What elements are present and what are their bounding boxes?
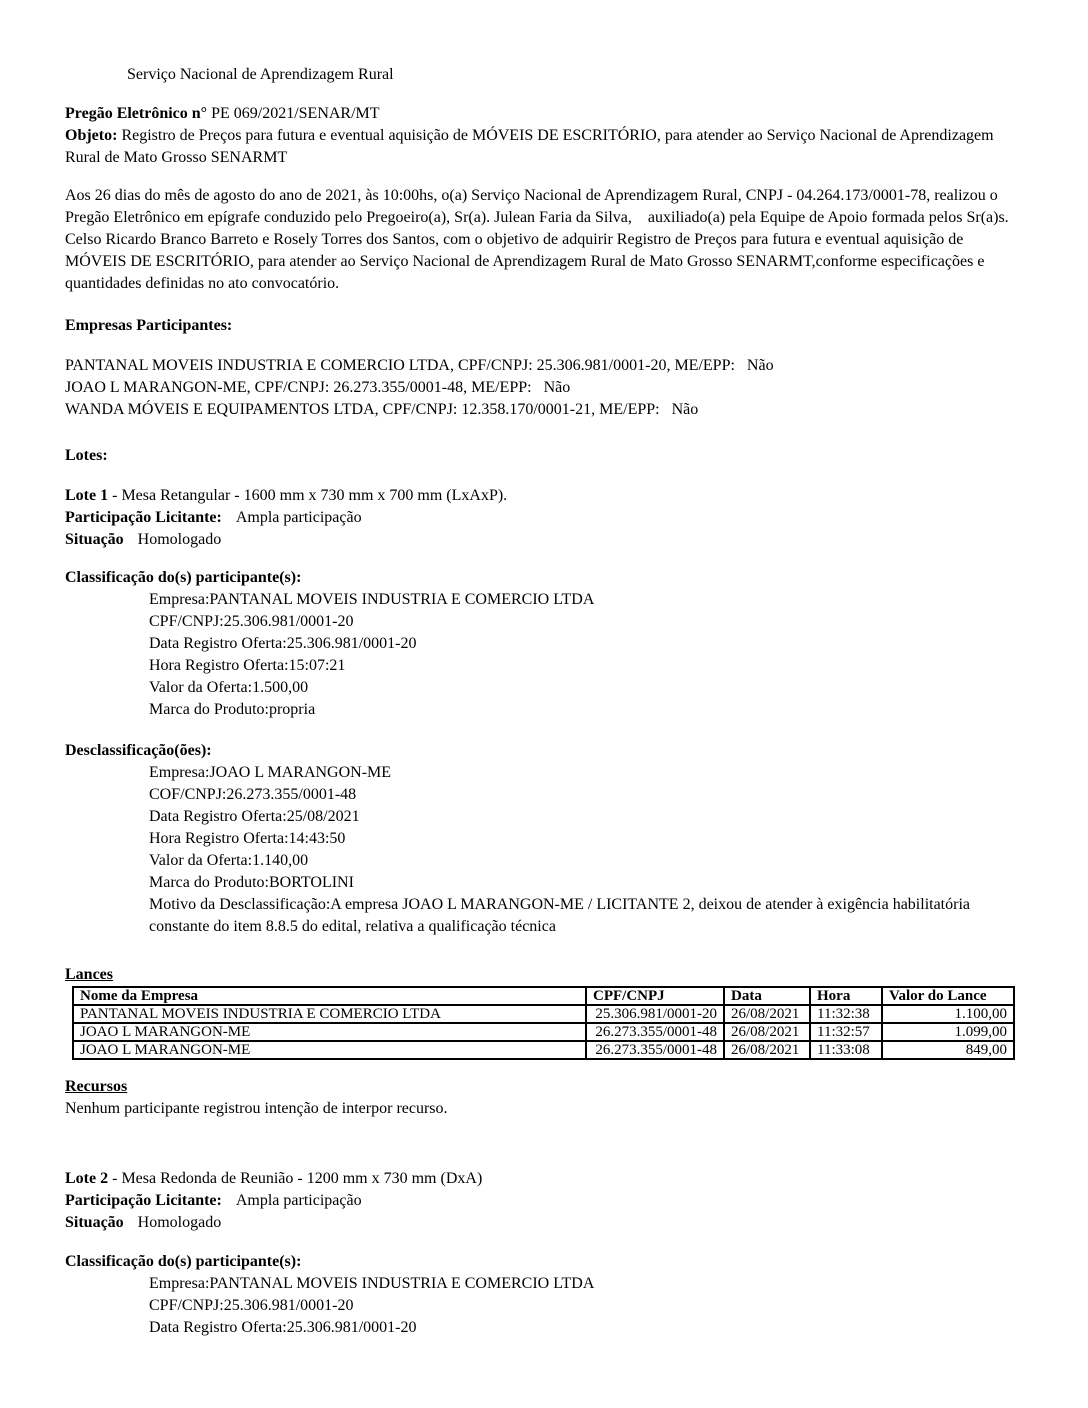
classificacao-line: Valor da Oferta:1.500,00 (149, 679, 309, 696)
desclassificacao-line: Hora Registro Oferta:14:43:50 (149, 830, 346, 847)
table-row (73, 1041, 1014, 1059)
lote2-section (65, 1168, 1025, 1234)
participants-title: Empresas Participantes: (65, 317, 233, 334)
lote1-label: Lote 1 (65, 487, 109, 504)
desclassificacao-line: COF/CNPJ:26.273.355/0001-48 (149, 786, 357, 803)
objeto-label: Objeto: (65, 127, 118, 144)
cell-hora: 11:32:57 (810, 1023, 882, 1041)
situacao-value: Homologado (137, 531, 222, 548)
cell-cnpj: 26.273.355/0001-48 (586, 1023, 724, 1041)
lote2-classificacao-section (65, 1251, 1025, 1339)
lances-table (72, 986, 1015, 1060)
cell-cnpj: 26.273.355/0001-48 (586, 1041, 724, 1059)
classificacao-line: CPF/CNPJ:25.306.981/0001-20 (149, 613, 354, 630)
cell-hora: 11:32:38 (810, 1005, 882, 1023)
desclassificacao-motivo-line: Motivo da Desclassificação:A empresa JOAO L MARANGON-ME / LICITANTE 2, deixou de atender à exigência habilitatória constante do item 8.8.5 do edital, relativa a qualificação técnica (149, 896, 970, 935)
pregao-header (65, 103, 1025, 169)
col-header-cnpj: CPF/CNPJ (586, 987, 724, 1005)
cell-valor: 1.100,00 (882, 1005, 1014, 1023)
classificacao-line: Empresa:PANTANAL MOVEIS INDUSTRIA E COMERCIO LTDA (149, 591, 595, 608)
pregao-label: Pregão Eletrônico n° (65, 105, 208, 122)
lote1-title-line (65, 485, 1025, 507)
classificacao-line: Data Registro Oferta:25.306.981/0001-20 (149, 1319, 417, 1336)
lote1-situacao-line (65, 529, 1025, 551)
participacao-label: Participação Licitante: (65, 1192, 222, 1209)
cell-data: 26/08/2021 (724, 1023, 810, 1041)
desclassificacao-section (65, 740, 1025, 938)
desclassificacao-line: Marca do Produto:BORTOLINI (149, 874, 354, 891)
desclassificacao-title: Desclassificação(ões): (65, 742, 212, 759)
table-row (73, 1023, 1014, 1041)
pregao-number-line (65, 103, 1025, 125)
classificacao-line: Empresa:PANTANAL MOVEIS INDUSTRIA E COMERCIO LTDA (149, 1275, 595, 1292)
lotes-title: Lotes: (65, 447, 108, 464)
pregao-value: PE 069/2021/SENAR/MT (207, 105, 380, 122)
table-row (73, 1005, 1014, 1023)
classificacao-title: Classificação do(s) participante(s): (65, 1253, 302, 1270)
desclassificacao-line: Data Registro Oferta:25/08/2021 (149, 808, 360, 825)
lote2-participacao-line (65, 1190, 1025, 1212)
lote2-title-line (65, 1168, 1025, 1190)
cell-empresa: JOAO L MARANGON-ME (73, 1023, 586, 1041)
situacao-label: Situação (65, 531, 124, 548)
classificacao-line: Marca do Produto:propria (149, 701, 316, 718)
lote1-desc: - Mesa Retangular - 1600 mm x 730 mm x 700 mm (LxAxP). (108, 487, 508, 504)
cell-empresa: JOAO L MARANGON-ME (73, 1041, 586, 1059)
situacao-label: Situação (65, 1214, 124, 1231)
classificacao-line: CPF/CNPJ:25.306.981/0001-20 (149, 1297, 354, 1314)
lote1-participacao-line (65, 507, 1025, 529)
cell-data: 26/08/2021 (724, 1005, 810, 1023)
recursos-title: Recursos (65, 1078, 128, 1095)
participant-line: WANDA MÓVEIS E EQUIPAMENTOS LTDA, CPF/CNPJ: 12.358.170/0001-21, ME/EPP: Não (65, 401, 699, 418)
cell-empresa: PANTANAL MOVEIS INDUSTRIA E COMERCIO LTDA (73, 1005, 586, 1023)
situacao-value: Homologado (137, 1214, 222, 1231)
cell-valor: 1.099,00 (882, 1023, 1014, 1041)
desclassificacao-line: Empresa:JOAO L MARANGON-ME (149, 764, 392, 781)
classificacao-line: Data Registro Oferta:25.306.981/0001-20 (149, 635, 417, 652)
lote2-desc: - Mesa Redonda de Reunião - 1200 mm x 730 mm (DxA) (108, 1170, 483, 1187)
lances-title: Lances (65, 966, 113, 983)
lote1-classificacao-section (65, 567, 1025, 721)
col-header-data: Data (724, 987, 810, 1005)
cell-data: 26/08/2021 (724, 1041, 810, 1059)
objeto-value: Registro de Preços para futura e eventual aquisição de MÓVEIS DE ESCRITÓRIO, para atender ao Serviço Nacional de Aprendizagem Rural de Mato Grosso SENARMT (65, 127, 998, 166)
cell-cnpj: 25.306.981/0001-20 (586, 1005, 724, 1023)
intro-paragraph: Aos 26 dias do mês de agosto do ano de 2021, às 10:00hs, o(a) Serviço Nacional de Aprendizagem Rural, CNPJ - 04.264.173/0001-78, realizou o Pregão Eletrônico em epígrafe conduzido pelo Pregoeiro(a), Sr(a). Julean Faria da Silva, auxiliado(a) pela Equipe de Apoio formada pelos Sr(a)s. Celso Ricardo Branco Barreto e Rosely Torres dos Santos, com o objetivo de adquirir Registro de Preços para futura e eventual aquisição de MÓVEIS DE ESCRITÓRIO, para atender ao Serviço Nacional de Aprendizagem Rural de Mato Grosso SENARMT,conforme especificações e quantidades definidas no ato convocatório. (65, 187, 1013, 292)
cell-valor: 849,00 (882, 1041, 1014, 1059)
participacao-value: Ampla participação (235, 509, 362, 526)
participacao-value: Ampla participação (235, 1192, 362, 1209)
participants-list (65, 355, 1025, 421)
lote2-label: Lote 2 (65, 1170, 109, 1187)
objeto-line (65, 125, 1025, 169)
cell-hora: 11:33:08 (810, 1041, 882, 1059)
org-name: Serviço Nacional de Aprendizagem Rural (127, 66, 394, 83)
participacao-label: Participação Licitante: (65, 509, 222, 526)
lote2-situacao-line (65, 1212, 1025, 1234)
col-header-empresa: Nome da Empresa (73, 987, 586, 1005)
participant-line: PANTANAL MOVEIS INDUSTRIA E COMERCIO LTDA, CPF/CNPJ: 25.306.981/0001-20, ME/EPP: Não (65, 357, 774, 374)
classificacao-title: Classificação do(s) participante(s): (65, 569, 302, 586)
participant-line: JOAO L MARANGON-ME, CPF/CNPJ: 26.273.355/0001-48, ME/EPP: Não (65, 379, 571, 396)
col-header-valor: Valor do Lance (882, 987, 1014, 1005)
desclassificacao-line: Valor da Oferta:1.140,00 (149, 852, 309, 869)
recursos-text: Nenhum participante registrou intenção de interpor recurso. (65, 1100, 448, 1117)
col-header-hora: Hora (810, 987, 882, 1005)
lote1-section (65, 485, 1025, 551)
classificacao-line: Hora Registro Oferta:15:07:21 (149, 657, 346, 674)
lances-header-row (73, 987, 1014, 1005)
